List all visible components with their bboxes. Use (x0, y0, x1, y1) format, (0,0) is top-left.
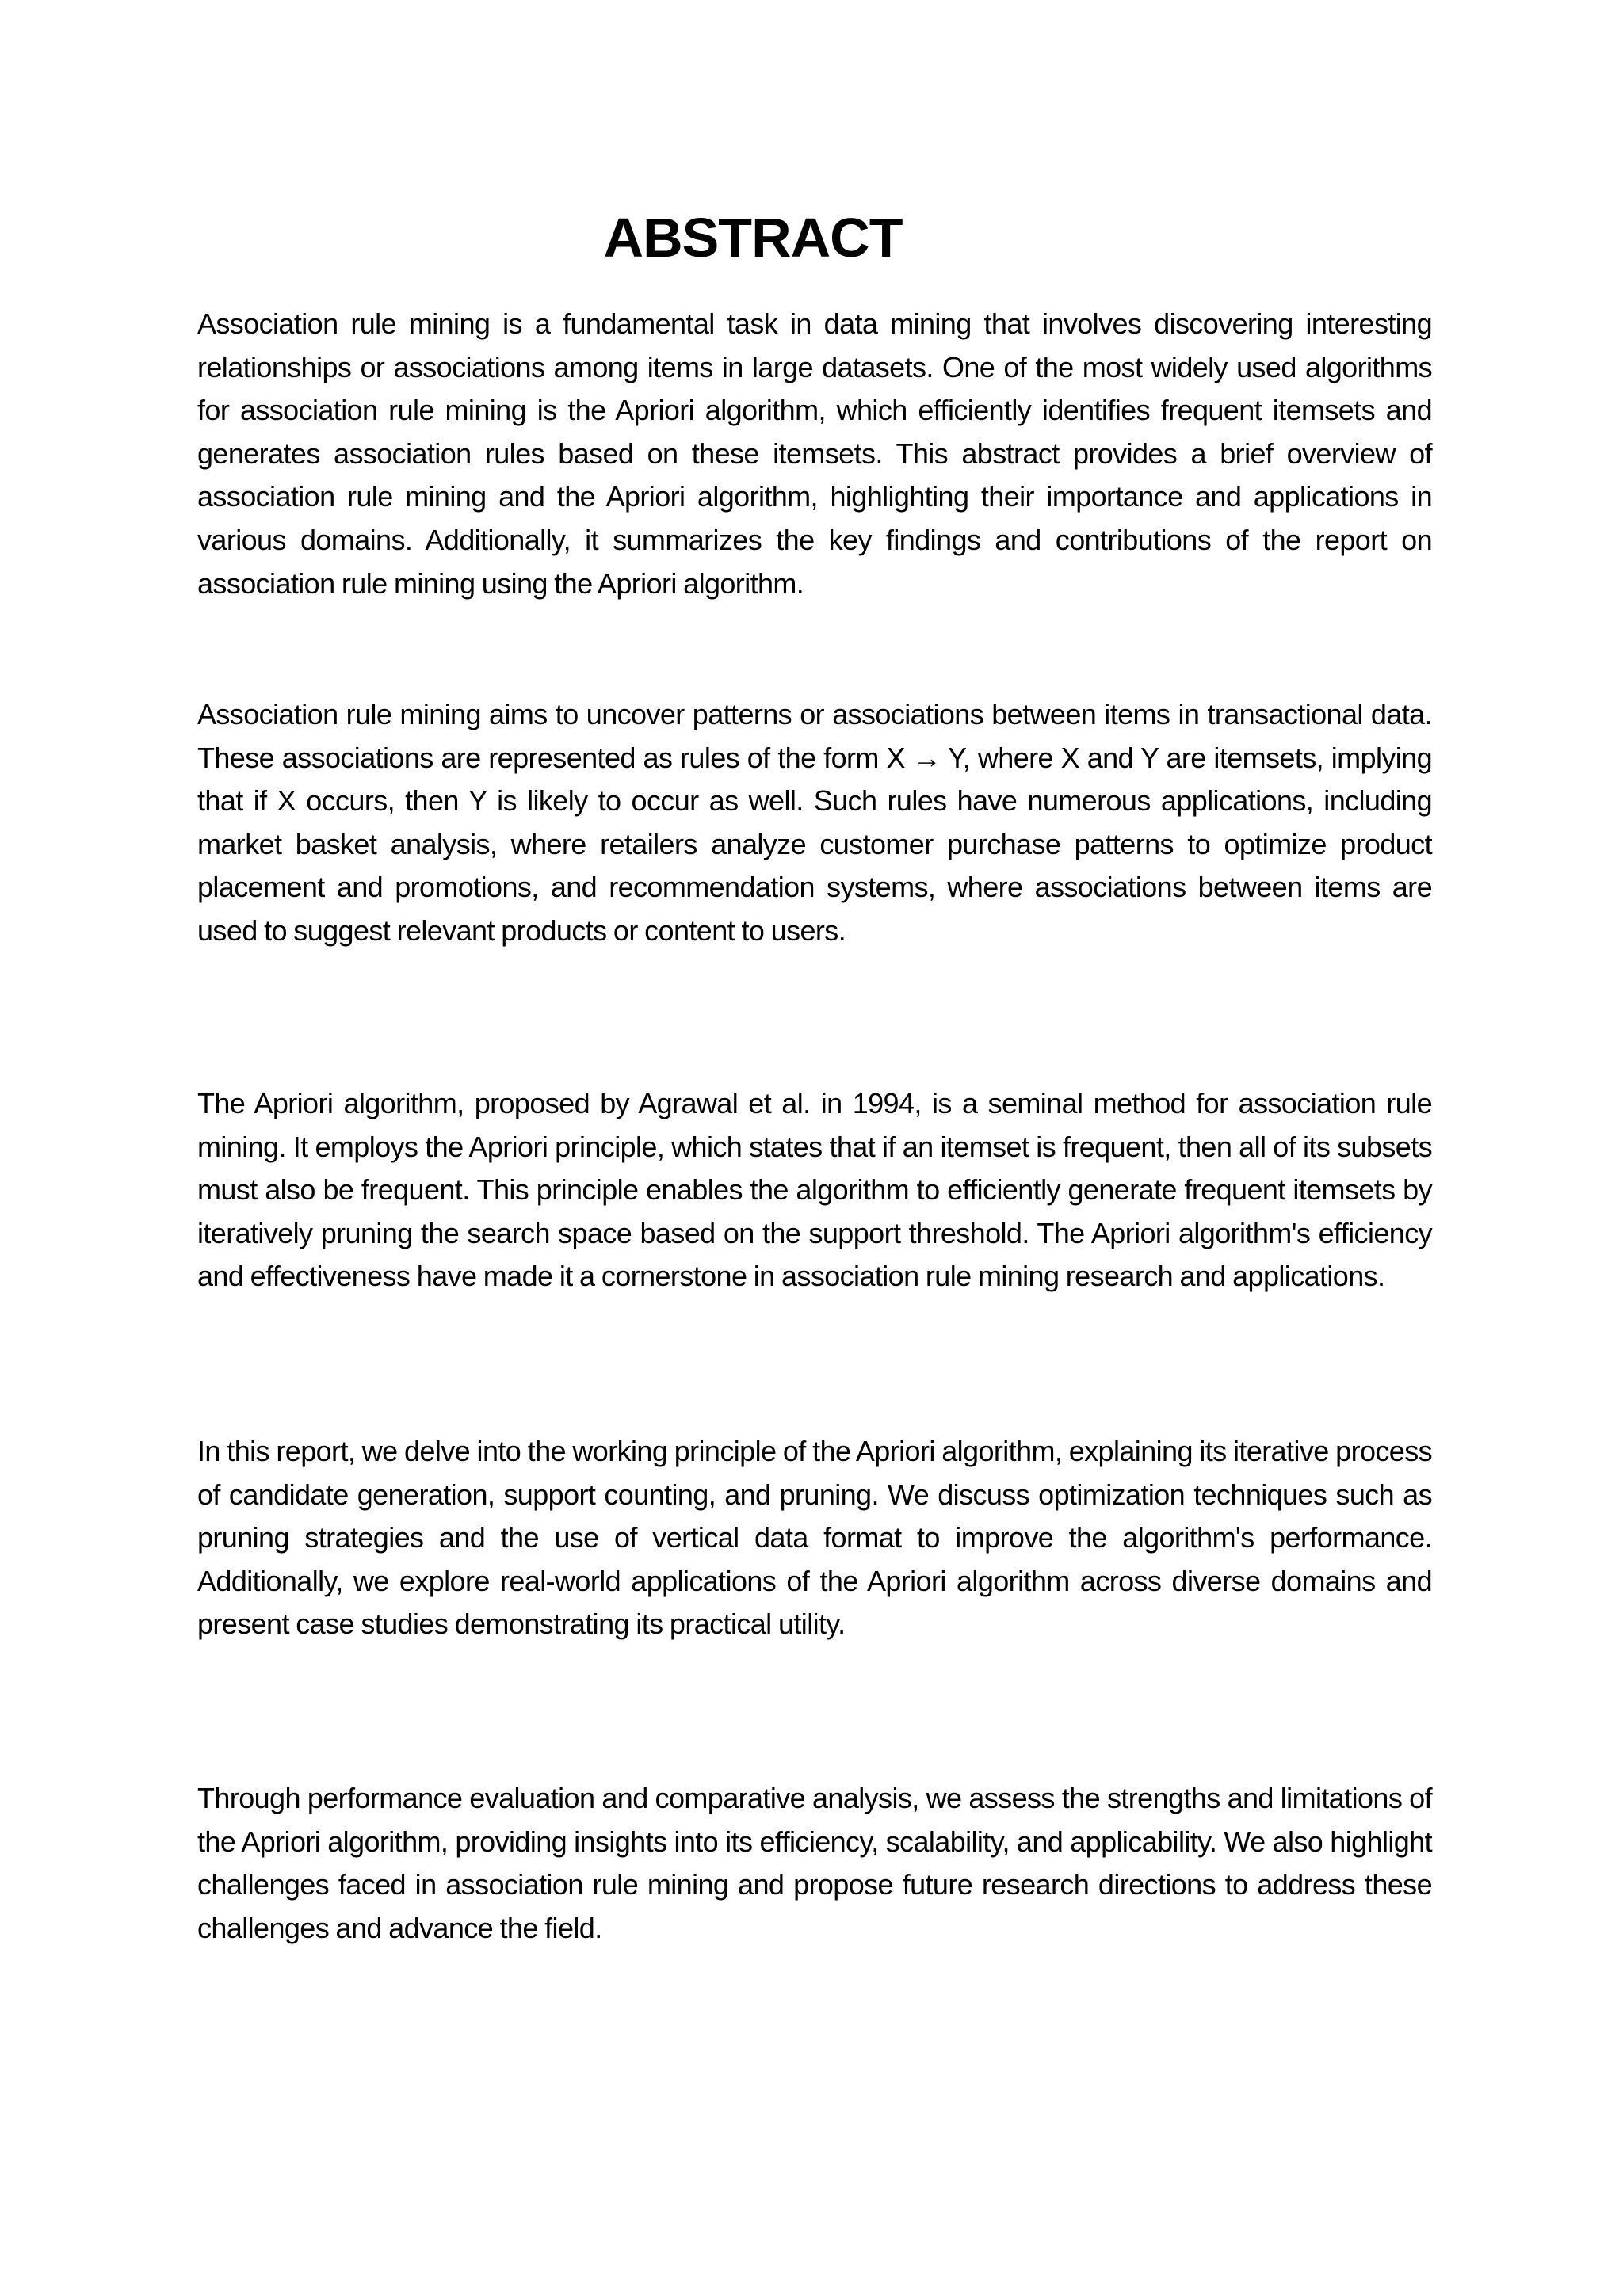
paragraph-4: In this report, we delve into the working principle of the Apriori algorithm, explaining its iterative process of candidate generation, support counting, and pruning. We discuss optimization techniques such as pruning strategies and the use of vertical data format to improve the algorithm's performance. Additionally, we explore real-world applications of the Apriori algorithm across diverse domains and present case studies demonstrating its practical utility. (197, 1435, 1432, 1641)
paragraph-1: Association rule mining is a fundamental task in data mining that involves discovering interesting relationships or associations among items in large datasets. One of the most widely used algorithms for association rule mining is the Apriori algorithm, which efficiently identifies frequent itemsets and generates association rules based on these itemsets. This abstract provides a brief overview of association rule mining and the Apriori algorithm, highlighting their importance and applications in various domains. Additionally, it summarizes the key findings and contributions of the report on association rule mining using the Apriori algorithm. (197, 307, 1432, 600)
paragraph-3: The Apriori algorithm, proposed by Agrawal et al. in 1994, is a seminal method for association rule mining. It employs the Apriori principle, which states that if an itemset is frequent, then all of its subsets must also be frequent. This principle enables the algorithm to efficiently generate frequent itemsets by iteratively pruning the search space based on the support threshold. The Apriori algorithm's efficiency and effectiveness have made it a cornerstone in association rule mining research and applications. (197, 1087, 1432, 1293)
page-title: ABSTRACT (603, 207, 903, 269)
paragraph-5: Through performance evaluation and comparative analysis, we assess the strengths and limitations of the Apriori algorithm, providing insights into its efficiency, scalability, and applicability. We also highlight challenges faced in association rule mining and propose future research directions to address these challenges and advance the field. (197, 1782, 1432, 1944)
paragraph-2: Association rule mining aims to uncover patterns or associations between items in transactional data. These associations are represented as rules of the form X → Y, where X and Y are itemsets, implying that if X occurs, then Y is likely to occur as well. Such rules have numerous applications, including market basket analysis, where retailers analyze customer purchase patterns to optimize product placement and promotions, and recommendation systems, where associations between items are used to suggest relevant products or content to users. (197, 698, 1432, 947)
